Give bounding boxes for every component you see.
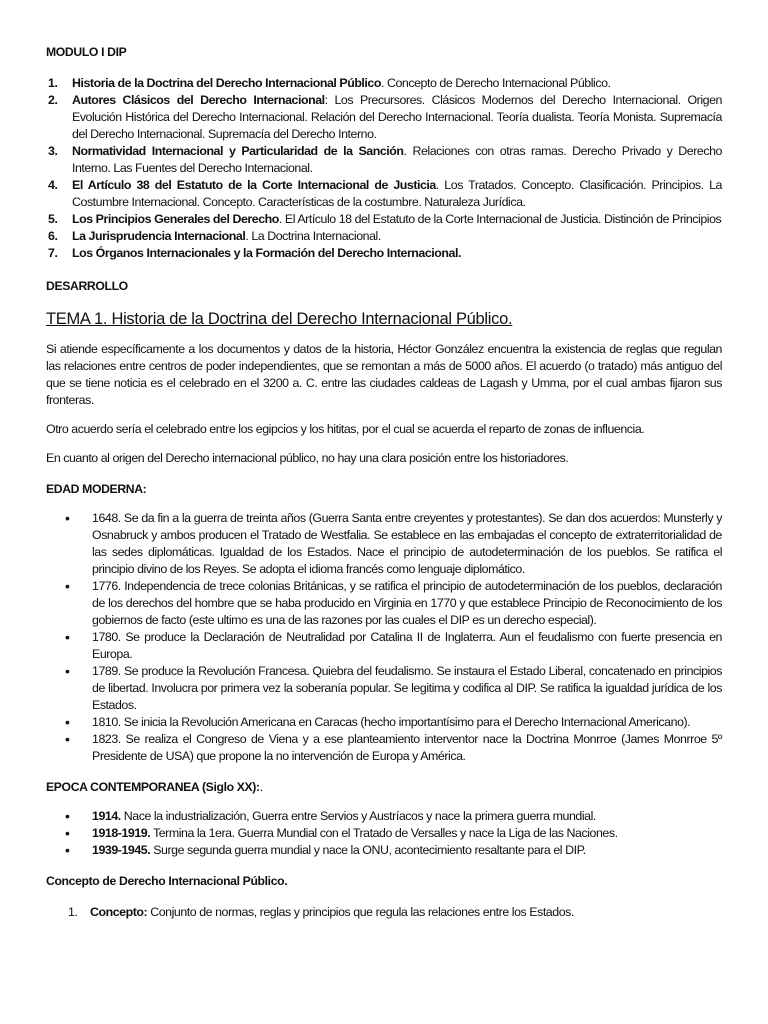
section-heading-edad-moderna: EDAD MODERNA:: [46, 482, 147, 496]
list-item: 2. Autores Clásicos del Derecho Internacional: Los Precursores. Clásicos Modernos del Derecho Internacional. Origen Evolución Histórica del Derecho Internacional. Relación del Derecho Internacional. Teoría dualista. Teoría Monista. Supremacía del Derecho Internacional. Supremacía del Derecho Interno.: [48, 93, 722, 141]
list-item: • 1918-1919. Termina la 1era. Guerra Mundial con el Tratado de Versalles y nace la Liga de las Naciones.: [65, 825, 618, 841]
bullet-icon: •: [65, 714, 70, 730]
section-heading-desarrollo: DESARROLLO: [46, 279, 128, 293]
bullet-icon: •: [65, 629, 70, 645]
epoca-list: [46, 808, 722, 859]
list-item: 1. Concepto: Conjunto de normas, reglas y principios que regula las relaciones entre los Estados.: [68, 905, 574, 919]
list-item: • 1914. Nace la industrialización, Guerra entre Servios y Austríacos y nace la primera guerra mundial.: [65, 808, 596, 824]
list-item: • 1810. Se inicia la Revolución Americana en Caracas (hecho importantísimo para el Derecho Internacional Americano).: [65, 714, 691, 730]
list-item: • 1789. Se produce la Revolución Francesa. Quiebra del feudalismo. Se instaura el Estado Liberal, concatenado en principios de libertad. Involucra por primera vez la soberanía popular. Se legitima y codifica al DIP. Se ratifica la igualdad jurídica de los Estados.: [65, 663, 722, 712]
list-item: • 1780. Se produce la Declaración de Neutralidad por Catalina II de Inglaterra. Aun el feudalismo con fuerte presencia en Europa.: [65, 629, 722, 661]
paragraph: En cuanto al origen del Derecho internacional público, no hay una clara posición entre los historiadores.: [46, 451, 569, 465]
bullet-icon: •: [65, 578, 70, 594]
paragraph: Si atiende específicamente a los documentos y datos de la historia, Héctor González encuentra la existencia de reglas que regulan las relaciones entre centros de poder independientes, que se remontan a más de 5000 años. El acuerdo (o tratado) más antiguo del que se tiene noticia es el celebrado en el 3200 a. C. entre las ciudades caldeas de Lagash y Umma, por el cual ambas fijaron sus fronteras.: [46, 342, 722, 407]
section-heading-epoca: EPOCA CONTEMPORANEA (Siglo XX):.: [46, 780, 263, 794]
list-item: • 1823. Se realiza el Congreso de Viena y a ese planteamiento interventor nace la Doctrina Monrroe (James Monrroe 5º Presidente de USA) que propone la no intervención de Europa y América.: [65, 731, 722, 763]
bullet-icon: •: [65, 731, 70, 747]
list-item: • 1776. Independencia de trece colonias Británicas, y se ratifica el principio de autodeterminación de los pueblos, declaración de los derechos del hombre que se haba producido en Virginia en 1770 y que establece Principio de Reconocimiento de los gobiernos de facto (este ultimo es una de las razones por las cuales el DIP es un derecho especial).: [65, 578, 722, 627]
list-item: 3. Normatividad Internacional y Particularidad de la Sanción. Relaciones con otras ramas. Derecho Privado y Derecho Interno. Las Fuentes del Derecho Internacional.: [48, 144, 722, 175]
bullet-icon: •: [65, 510, 70, 526]
list-item: • 1939-1945. Surge segunda guerra mundial y nace la ONU, acontecimiento resaltante para el DIP.: [65, 842, 586, 858]
list-item: 7. Los Órganos Internacionales y la Formación del Derecho Internacional.: [48, 246, 461, 260]
module-list: [46, 75, 722, 262]
list-item: 5. Los Principios Generales del Derecho. El Artículo 18 del Estatuto de la Corte Internacional de Justicia. Distinción de Principios: [48, 212, 722, 226]
module-title: MODULO I DIP: [46, 45, 127, 59]
list-item: 1. Historia de la Doctrina del Derecho Internacional Público. Concepto de Derecho Internacional Público.: [48, 76, 611, 90]
list-item: 4. El Artículo 38 del Estatuto de la Corte Internacional de Justicia. Los Tratados. Concepto. Clasificación. Principios. La Costumbre Internacional. Concepto. Características de la costumbre. Naturaleza Jurídica.: [48, 178, 722, 209]
concepto-list: [46, 904, 722, 921]
list-item: • 1648. Se da fin a la guerra de treinta años (Guerra Santa entre creyentes y protestantes). Se dan dos acuerdos: Munsterly y Osnabruck y ambos producen el Tratado de Westfalia. Se establece en las embajadas el concepto de extraterritorialidad de las sedes diplomáticas. Igualdad de los Estados. Nace el principio de autodeterminación de los pueblos. Se ratifica el principio divino de los Reyes. Se adopta el idioma francés como lenguaje diplomático.: [65, 510, 722, 576]
page-title: TEMA 1. Historia de la Doctrina del Derecho Internacional Público.: [46, 310, 513, 328]
section-heading-concepto: Concepto de Derecho Internacional Público.: [46, 874, 288, 888]
bullet-icon: •: [65, 842, 70, 858]
paragraph: Otro acuerdo sería el celebrado entre los egipcios y los hititas, por el cual se acuerda el reparto de zonas de influencia.: [46, 422, 645, 436]
edad-moderna-list: [46, 510, 722, 765]
document-page: [46, 44, 722, 921]
bullet-icon: •: [65, 663, 70, 679]
bullet-icon: •: [65, 825, 70, 841]
bullet-icon: •: [65, 808, 70, 824]
list-item: 6. La Jurisprudencia Internacional. La Doctrina Internacional.: [48, 229, 381, 243]
